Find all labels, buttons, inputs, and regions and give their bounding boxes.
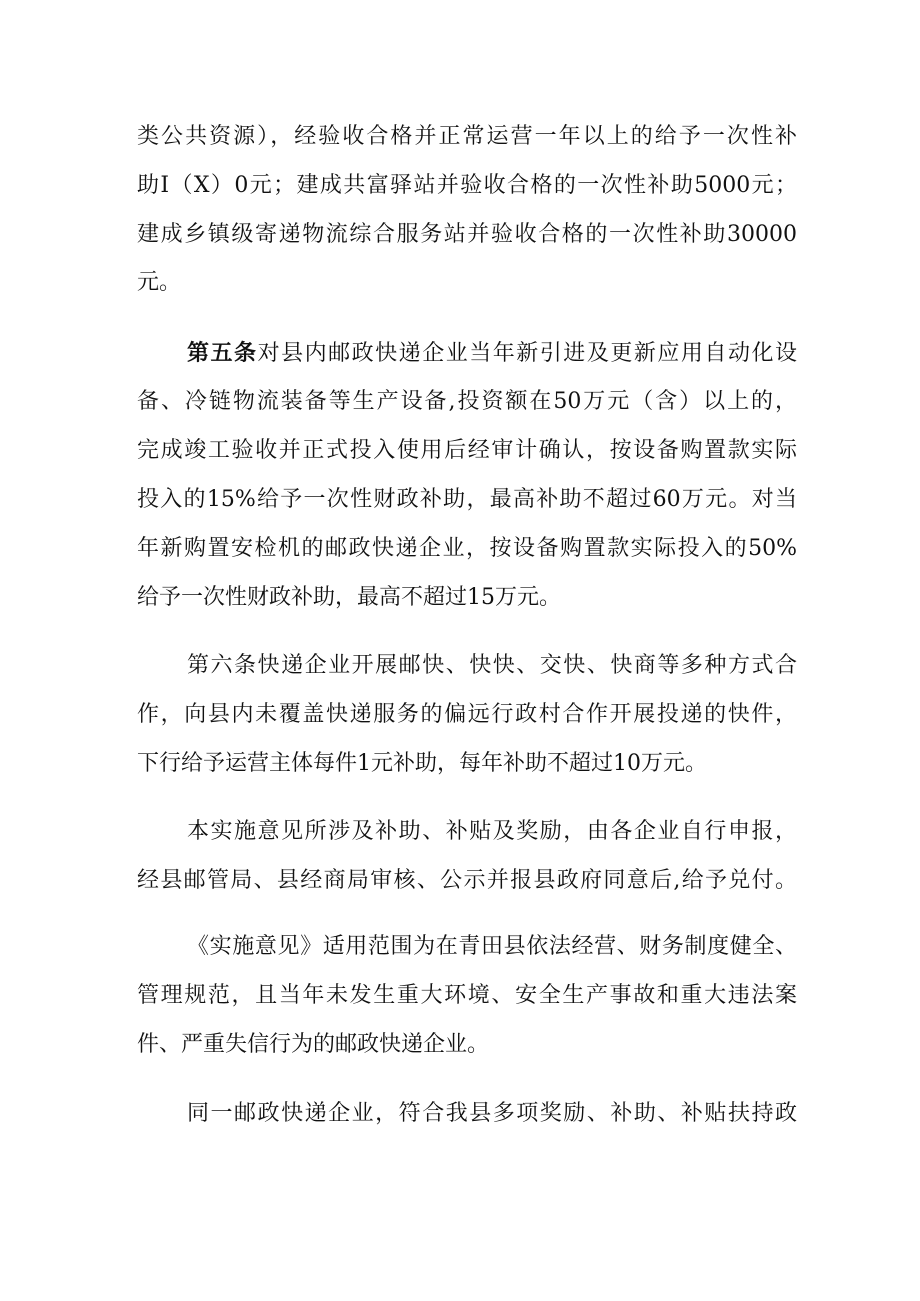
paragraph-line: 建成乡镇级寄递物流综合服务站并验收合格的一次性补助30000 (137, 222, 797, 247)
paragraph-line: 管理规范，且当年未发生重大环境、安全生产事故和重大违法案 (137, 983, 797, 1008)
paragraph-line: 作，向县内未覆盖快递服务的偏远行政村合作开展投递的快件， (137, 702, 797, 727)
article-5-first-line (187, 338, 797, 369)
paragraph-line: 完成竣工验收并正式投入使用后经审计确认，按设备购置款实际 (137, 438, 797, 463)
paragraph-line: 本实施意见所涉及补助、补贴及奖励，由各企业自行申报， (187, 819, 797, 844)
paragraph-line: 备、冷链物流装备等生产设备,投资额在50万元（含）以上的， (137, 389, 797, 414)
paragraph-line: 年新购置安检机的邮政快递企业，按设备购置款实际投入的50% (137, 536, 797, 561)
paragraph-line: 经县邮管局、县经商局审核、公示并报县政府同意后,给予兑付。 (137, 868, 797, 893)
paragraph-line: 件、严重失信行为的邮政快递企业。 (137, 1032, 490, 1057)
paragraph-line: 下行给予运营主体每件1元补助，每年补助不超过10万元。 (137, 751, 707, 776)
article-6-first-line: 第六条快递企业开展邮快、快快、交快、快商等多种方式合 (187, 653, 797, 678)
paragraph-line: 《实施意见》适用范围为在青田县依法经营、财务制度健全、 (187, 934, 797, 959)
paragraph-line: 同一邮政快递企业，符合我县多项奖励、补助、补贴扶持政 (187, 1101, 797, 1126)
article-5-first-line-text: 对县内邮政快递企业当年新引进及更新应用自动化设 (257, 341, 797, 366)
paragraph-line: 类公共资源），经验收合格并正常运营一年以上的给予一次性补 (137, 124, 797, 149)
paragraph-line: 给予一次性财政补助，最高不超过15万元。 (137, 585, 561, 610)
paragraph-line: 投入的15%给予一次性财政补助，最高补助不超过60万元。对当 (137, 487, 797, 512)
article-5-heading: 第五条 (187, 340, 258, 366)
paragraph-line: 助I（X）0元；建成共富驿站并验收合格的一次性补助5000元； (137, 173, 797, 198)
paragraph-line: 元。 (137, 270, 182, 295)
